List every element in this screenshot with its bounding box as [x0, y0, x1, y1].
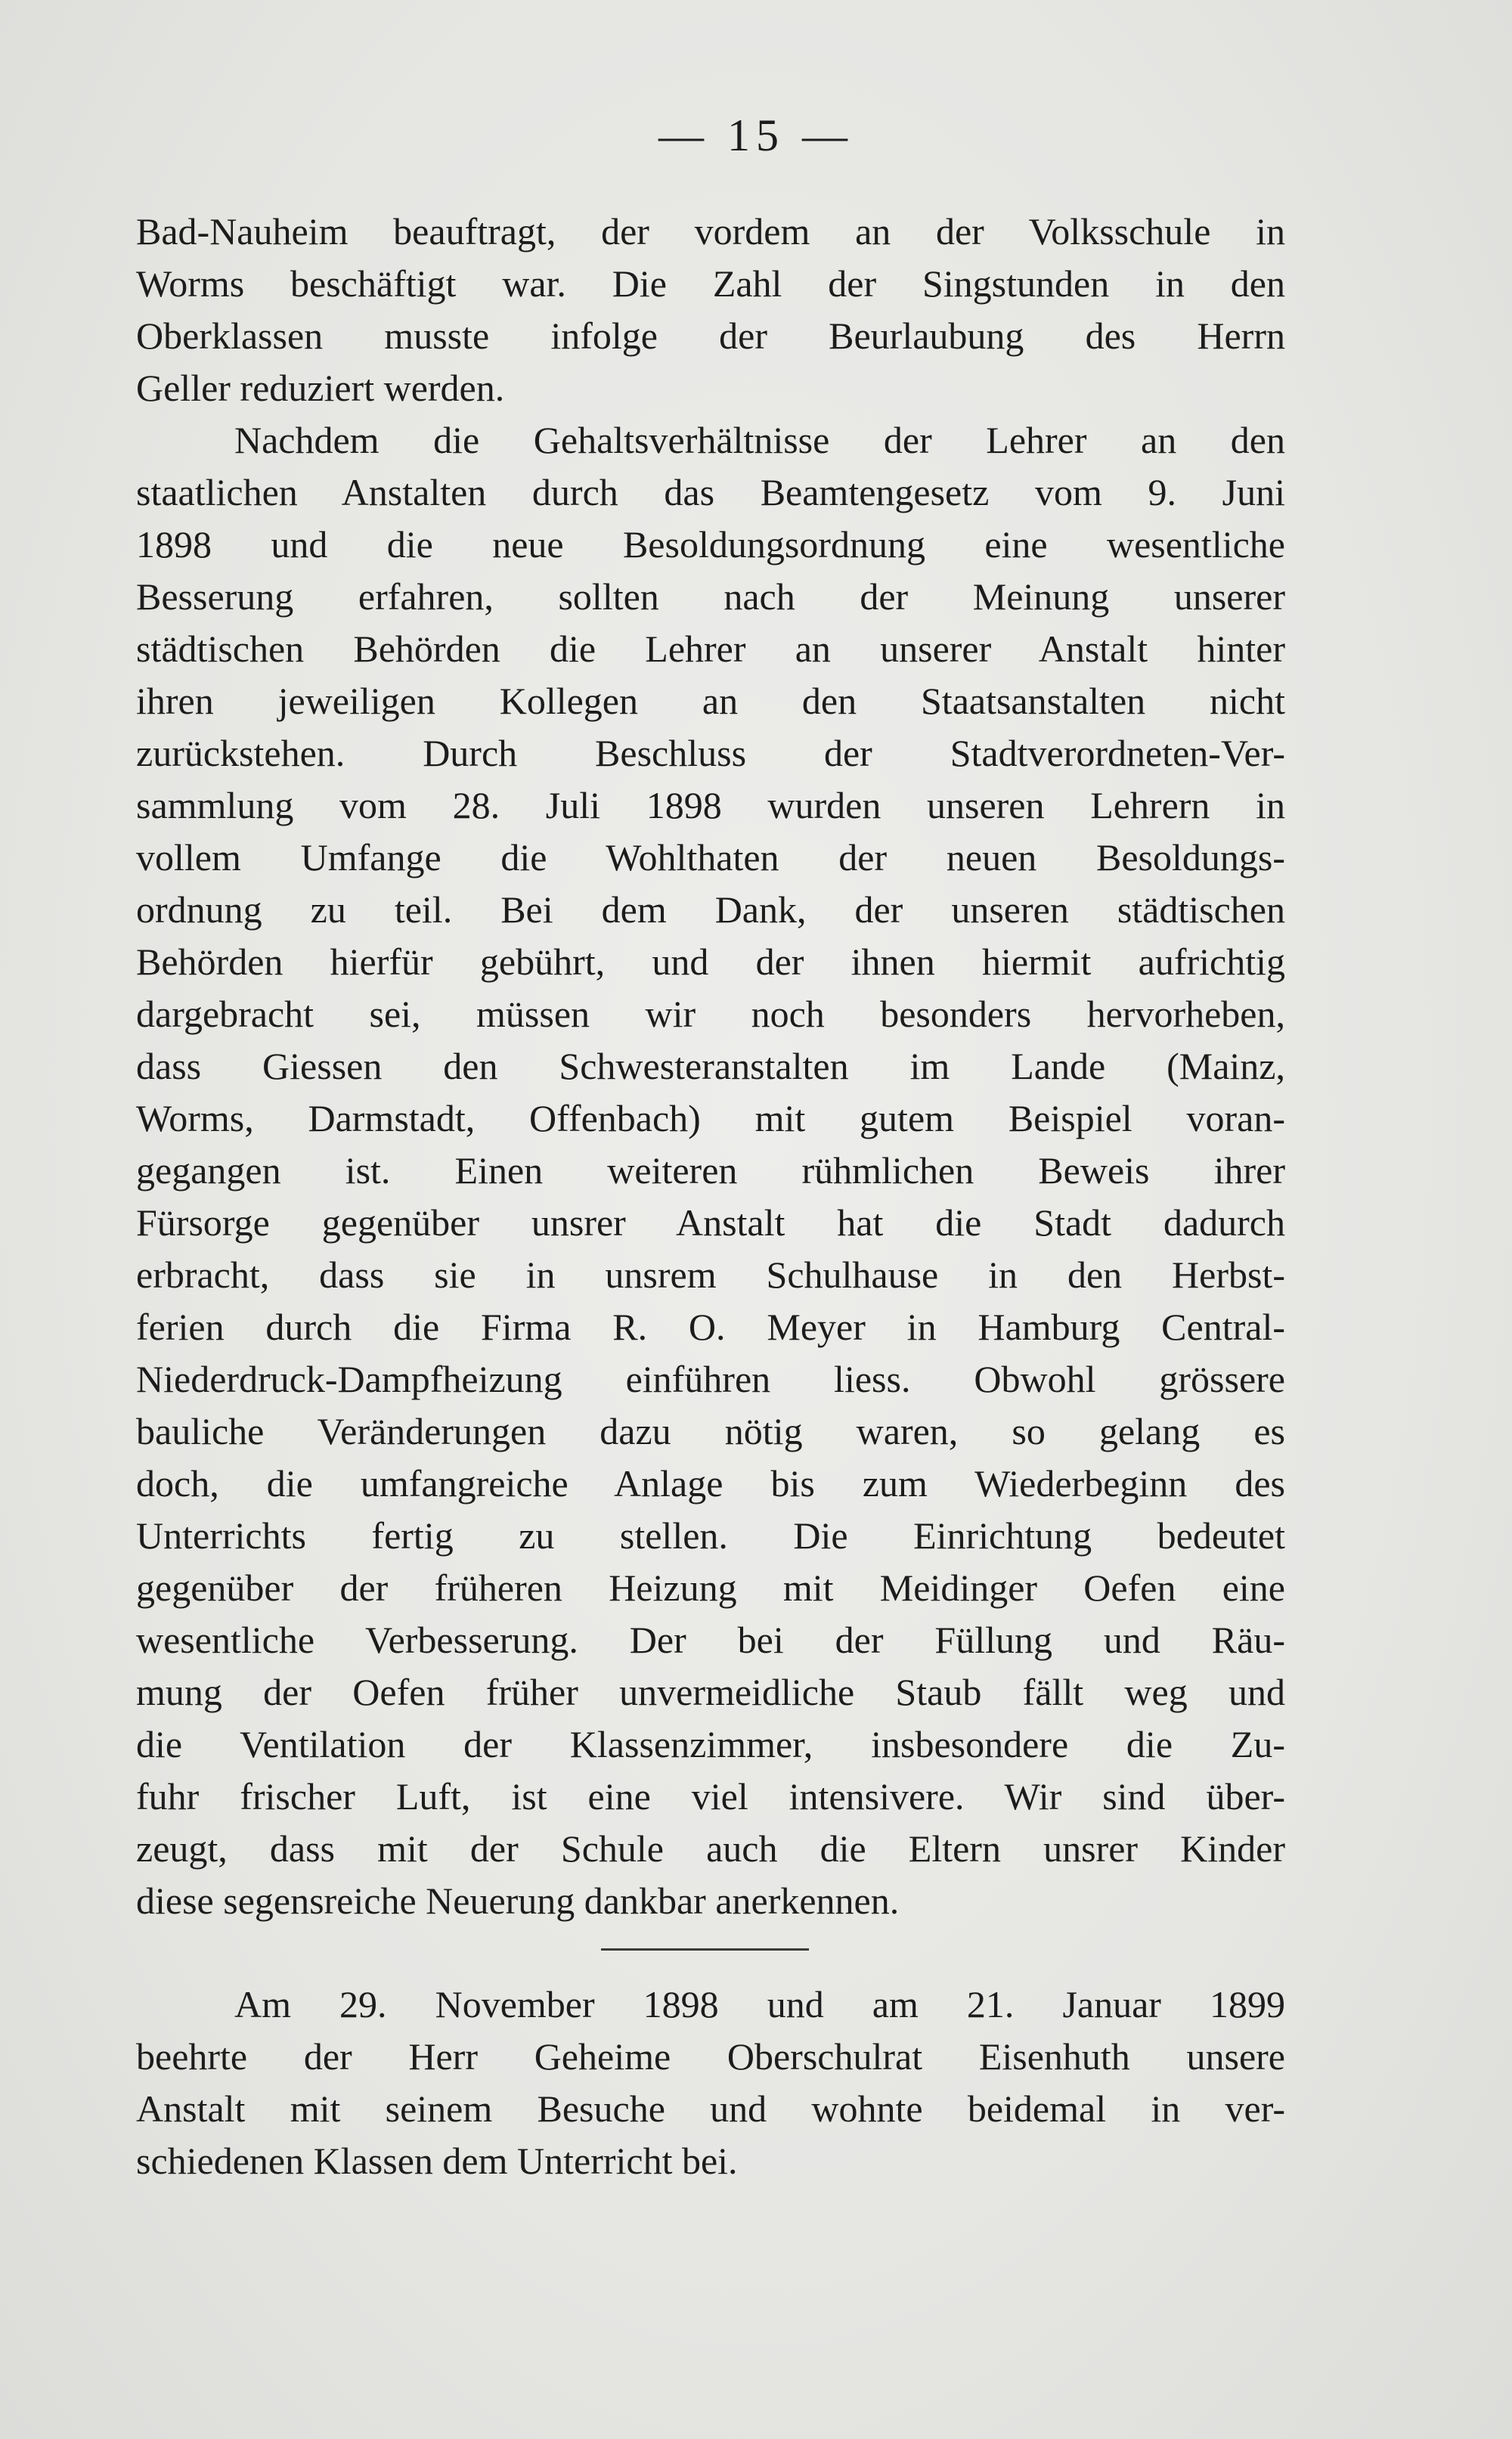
text-line: schiedenen Klassen dem Unterricht bei. — [136, 2140, 738, 2182]
text-line: 1898 und die neue Besoldungsordnung eine wesentliche — [136, 523, 1285, 566]
text-line: Unterrichts fertig zu stellen. Die Einrichtung bedeutet — [136, 1514, 1285, 1557]
text-line: dass Giessen den Schwesteranstalten im Lande (Mainz, — [136, 1045, 1285, 1087]
text-line: Am 29. November 1898 und am 21. Januar 1899 — [234, 1983, 1285, 2025]
text-line: ihren jeweiligen Kollegen an den Staatsanstalten nicht — [136, 680, 1285, 722]
text-line: Fürsorge gegenüber unsrer Anstalt hat die Stadt dadurch — [136, 1201, 1285, 1244]
text-line: wesentliche Verbesserung. Der bei der Füllung und Räu- — [136, 1619, 1285, 1661]
text-line: beehrte der Herr Geheime Oberschulrat Eisenhuth unsere — [136, 2035, 1285, 2078]
text-line: Besserung erfahren, sollten nach der Meinung unserer — [136, 575, 1285, 618]
text-line: gegenüber der früheren Heizung mit Meidinger Oefen eine — [136, 1567, 1285, 1609]
text-line: doch, die umfangreiche Anlage bis zum Wiederbeginn des — [136, 1462, 1285, 1505]
text-line: erbracht, dass sie in unsrem Schulhause in den Herbst- — [136, 1254, 1285, 1296]
main-text-block — [136, 206, 1285, 1927]
text-line: dargebracht sei, müssen wir noch besonders hervorheben, — [136, 993, 1285, 1035]
text-line: Anstalt mit seinem Besuche und wohnte beidemal in ver- — [136, 2087, 1285, 2130]
text-line: zurückstehen. Durch Beschluss der Stadtverordneten-Ver- — [136, 732, 1285, 774]
text-line: städtischen Behörden die Lehrer an unserer Anstalt hinter — [136, 628, 1285, 670]
text-line: Oberklassen musste infolge der Beurlaubung des Herrn — [136, 315, 1285, 357]
text-line: staatlichen Anstalten durch das Beamtengesetz vom 9. Juni — [136, 471, 1285, 513]
text-line: Nachdem die Gehaltsverhältnisse der Lehrer an den — [234, 419, 1285, 461]
page-number: — 15 — — [658, 110, 854, 160]
text-line: mung der Oefen früher unvermeidliche Staub fällt weg und — [136, 1671, 1285, 1713]
closing-text-block — [136, 1979, 1285, 2187]
text-line: vollem Umfange die Wohlthaten der neuen Besoldungs- — [136, 836, 1285, 879]
text-line: bauliche Veränderungen dazu nötig waren, so gelang es — [136, 1410, 1285, 1452]
text-line: diese segensreiche Neuerung dankbar anerkennen. — [136, 1880, 900, 1922]
text-line: Niederdruck-Dampfheizung einführen liess. Obwohl grössere — [136, 1358, 1285, 1400]
text-line: gegangen ist. Einen weiteren rühmlichen Beweis ihrer — [136, 1149, 1285, 1192]
text-line: ferien durch die Firma R. O. Meyer in Hamburg Central- — [136, 1306, 1285, 1348]
text-line: die Ventilation der Klassenzimmer, insbesondere die Zu- — [136, 1723, 1285, 1765]
text-line: Worms beschäftigt war. Die Zahl der Singstunden in den — [136, 262, 1285, 305]
text-line: Behörden hierfür gebührt, und der ihnen hiermit aufrichtig — [136, 941, 1285, 983]
text-line: fuhr frischer Luft, ist eine viel intensivere. Wir sind über- — [136, 1775, 1285, 1818]
text-line: ordnung zu teil. Bei dem Dank, der unseren städtischen — [136, 888, 1285, 931]
text-line: Worms, Darmstadt, Offenbach) mit gutem Beispiel voran- — [136, 1097, 1285, 1139]
text-line: zeugt, dass mit der Schule auch die Eltern unsrer Kinder — [136, 1827, 1285, 1870]
text-line: Geller reduziert werden. — [136, 367, 505, 409]
section-divider — [601, 1948, 809, 1951]
text-line: Bad-Nauheim beauftragt, der vordem an der Volksschule in — [136, 210, 1285, 253]
text-line: sammlung vom 28. Juli 1898 wurden unseren Lehrern in — [136, 784, 1285, 826]
